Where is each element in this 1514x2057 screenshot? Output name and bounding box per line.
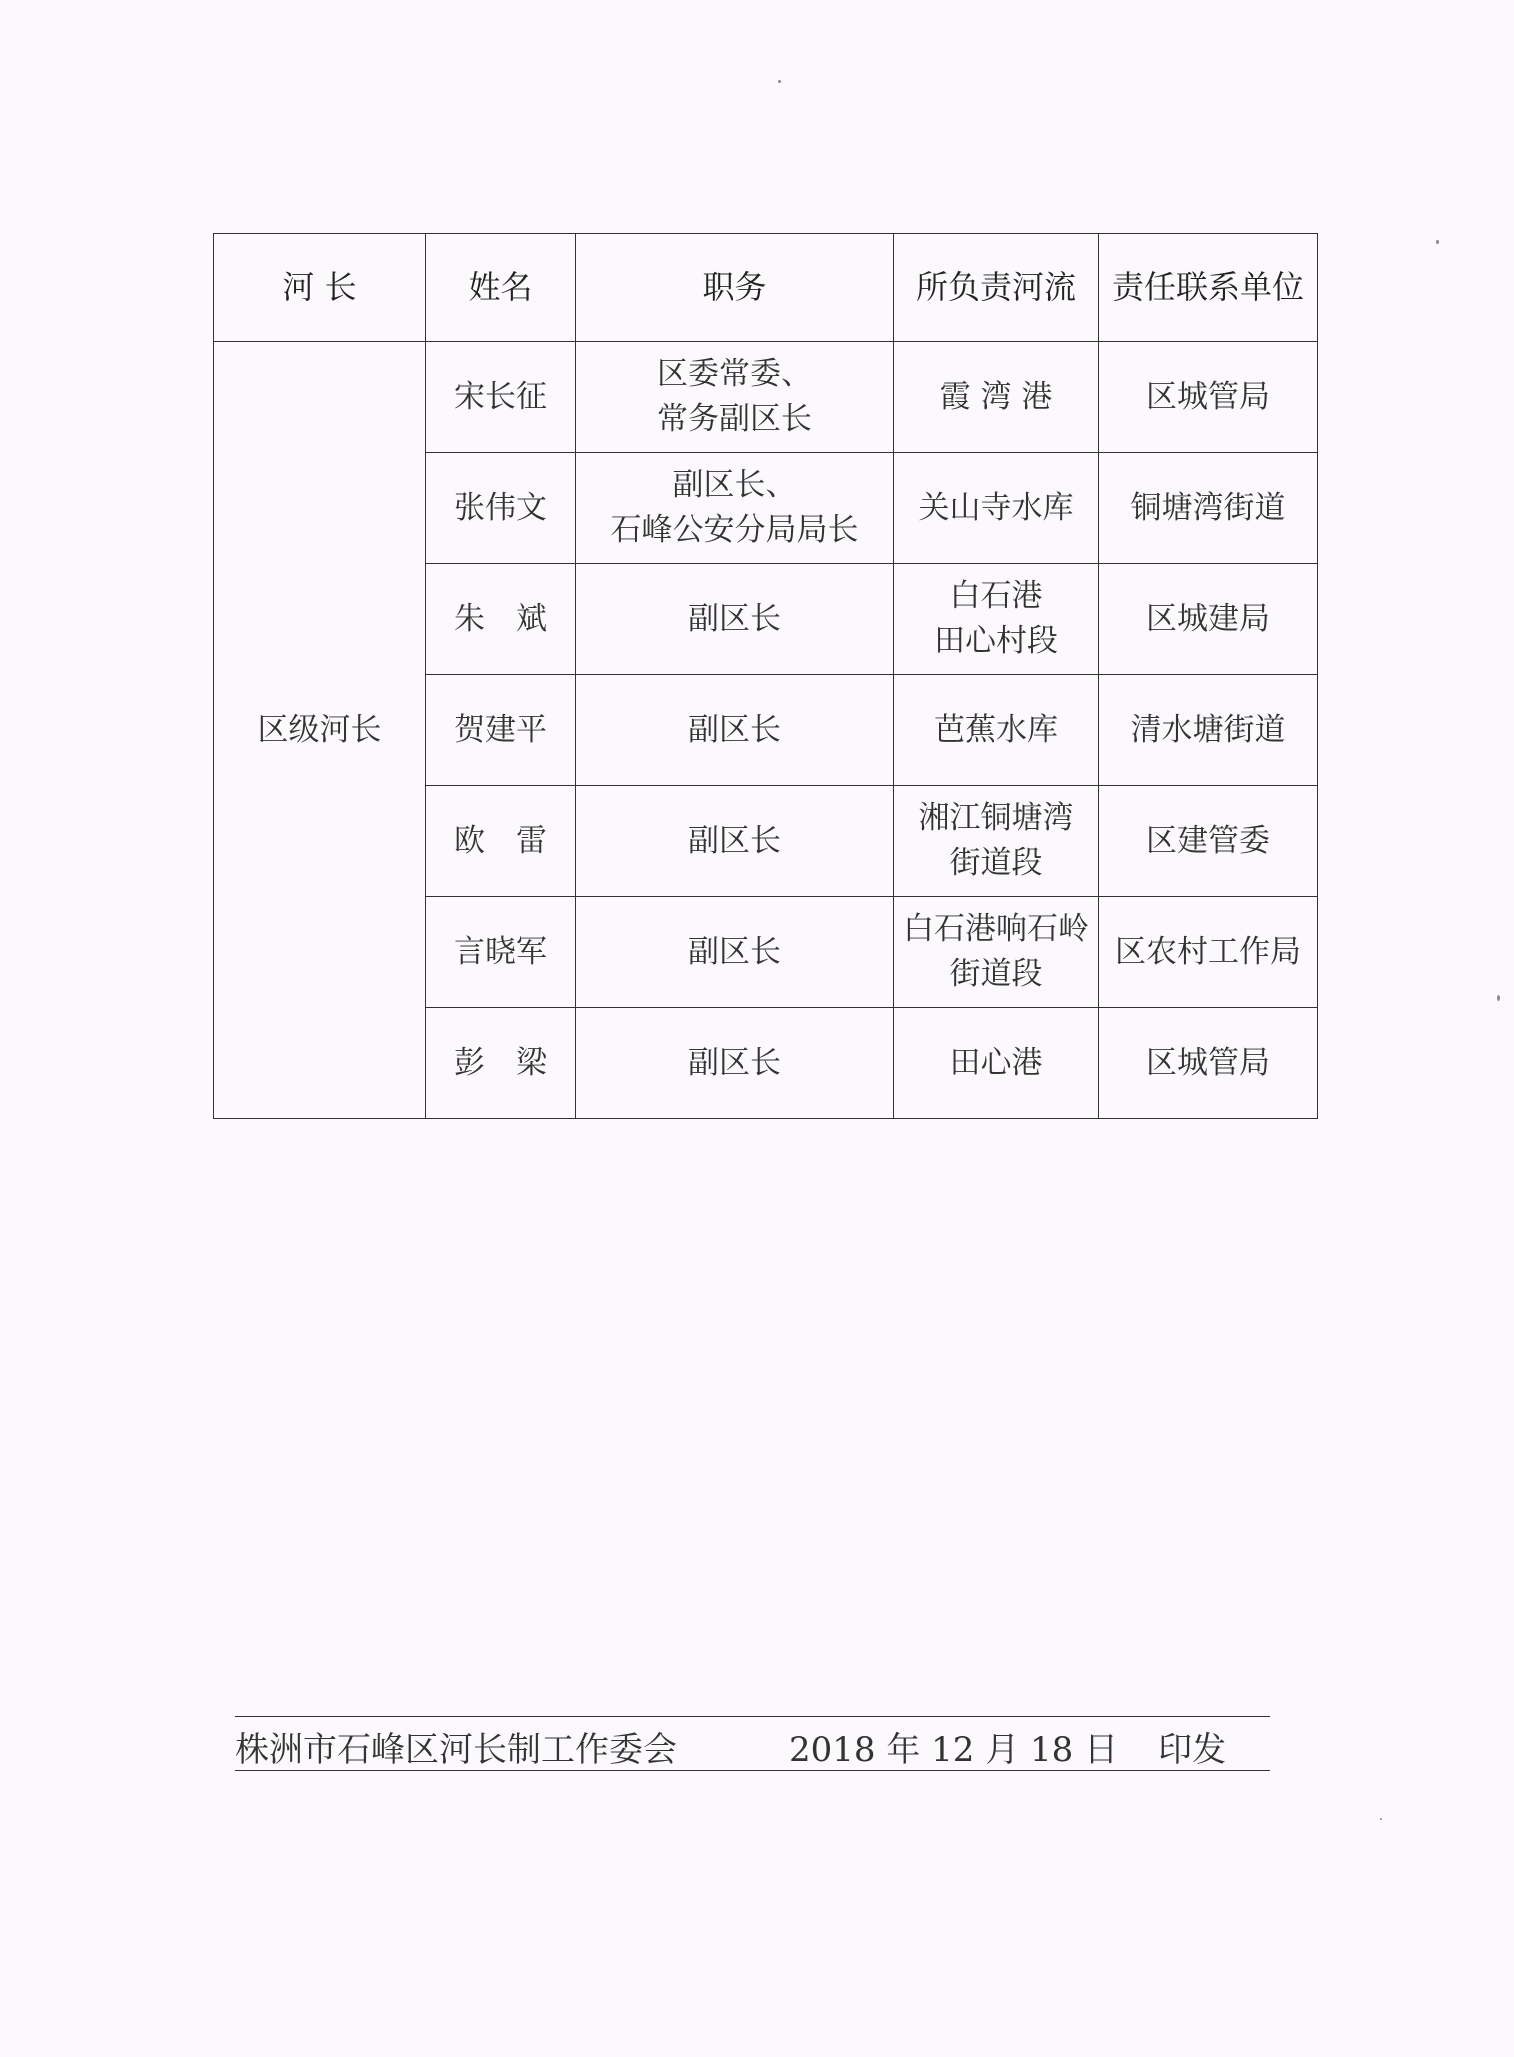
river-line: 霞 湾 港 bbox=[939, 378, 1053, 415]
cell-river bbox=[894, 786, 1099, 897]
paper-speck bbox=[1436, 240, 1439, 244]
cell-name: 言晓军 bbox=[426, 897, 576, 1008]
header-river-chief: 河 长 bbox=[214, 234, 426, 342]
footer-issue: 印发 bbox=[1158, 1730, 1227, 1770]
cell-river bbox=[894, 453, 1099, 564]
cell-name: 朱 斌 bbox=[426, 564, 576, 675]
footer-imprint bbox=[235, 1722, 1270, 1771]
cell-river bbox=[894, 1008, 1099, 1119]
cell-unit: 铜塘湾街道 bbox=[1099, 453, 1318, 564]
cell-unit: 区城管局 bbox=[1099, 1008, 1318, 1119]
cell-position bbox=[576, 786, 894, 897]
cell-unit: 区城建局 bbox=[1099, 564, 1318, 675]
paper-speck bbox=[778, 80, 781, 83]
river-line: 白石港响石岭 bbox=[903, 911, 1089, 948]
header-name: 姓名 bbox=[426, 234, 576, 342]
cell-name: 贺建平 bbox=[426, 675, 576, 786]
cell-name: 宋长征 bbox=[426, 342, 576, 453]
position-line: 石峰公安分局局长 bbox=[610, 512, 859, 548]
footer-top-rule bbox=[235, 1716, 1270, 1717]
cell-unit: 区城管局 bbox=[1099, 342, 1318, 453]
cell-river bbox=[894, 897, 1099, 1008]
river-line: 田心港 bbox=[949, 1044, 1043, 1081]
position-line: 副区长、 bbox=[672, 467, 797, 504]
cell-position bbox=[576, 453, 894, 564]
river-line: 街道段 bbox=[949, 956, 1043, 992]
cell-position bbox=[576, 897, 894, 1008]
river-line: 田心村段 bbox=[934, 623, 1058, 659]
cell-river bbox=[894, 564, 1099, 675]
position-line: 副区长 bbox=[688, 711, 781, 748]
header-position: 职务 bbox=[576, 234, 894, 342]
cell-name: 彭 梁 bbox=[426, 1008, 576, 1119]
position-line: 副区长 bbox=[688, 933, 781, 970]
river-chief-table bbox=[213, 233, 1318, 1119]
table-body bbox=[214, 342, 1318, 1119]
cell-position bbox=[576, 1008, 894, 1119]
cell-position bbox=[576, 564, 894, 675]
cell-position bbox=[576, 342, 894, 453]
river-line: 白石港 bbox=[949, 578, 1043, 615]
cell-position bbox=[576, 675, 894, 786]
position-line: 副区长 bbox=[688, 822, 781, 859]
river-line: 街道段 bbox=[949, 845, 1043, 881]
group-label: 区级河长 bbox=[214, 342, 426, 1119]
cell-unit: 区建管委 bbox=[1099, 786, 1318, 897]
cell-unit: 清水塘街道 bbox=[1099, 675, 1318, 786]
footer-date: 2018 年 12 月 18 日 bbox=[789, 1730, 1119, 1770]
cell-river bbox=[894, 342, 1099, 453]
position-line: 副区长 bbox=[688, 600, 781, 637]
river-line: 湘江铜塘湾 bbox=[918, 800, 1074, 837]
footer-org: 株洲市石峰区河长制工作委会 bbox=[235, 1730, 677, 1770]
paper-speck bbox=[1497, 995, 1500, 1001]
table-row bbox=[214, 342, 1318, 453]
river-line: 关山寺水库 bbox=[918, 489, 1074, 526]
position-line: 常务副区长 bbox=[657, 401, 812, 437]
paper-speck bbox=[1380, 1818, 1382, 1820]
position-line: 副区长 bbox=[688, 1044, 781, 1081]
header-river: 所负责河流 bbox=[894, 234, 1099, 342]
river-line: 芭蕉水库 bbox=[934, 711, 1058, 748]
header-unit: 责任联系单位 bbox=[1099, 234, 1318, 342]
footer-bottom-rule bbox=[235, 1770, 1270, 1771]
table-header-row bbox=[214, 234, 1318, 342]
cell-name: 张伟文 bbox=[426, 453, 576, 564]
cell-name: 欧 雷 bbox=[426, 786, 576, 897]
cell-river bbox=[894, 675, 1099, 786]
position-line: 区委常委、 bbox=[657, 356, 812, 393]
cell-unit: 区农村工作局 bbox=[1099, 897, 1318, 1008]
